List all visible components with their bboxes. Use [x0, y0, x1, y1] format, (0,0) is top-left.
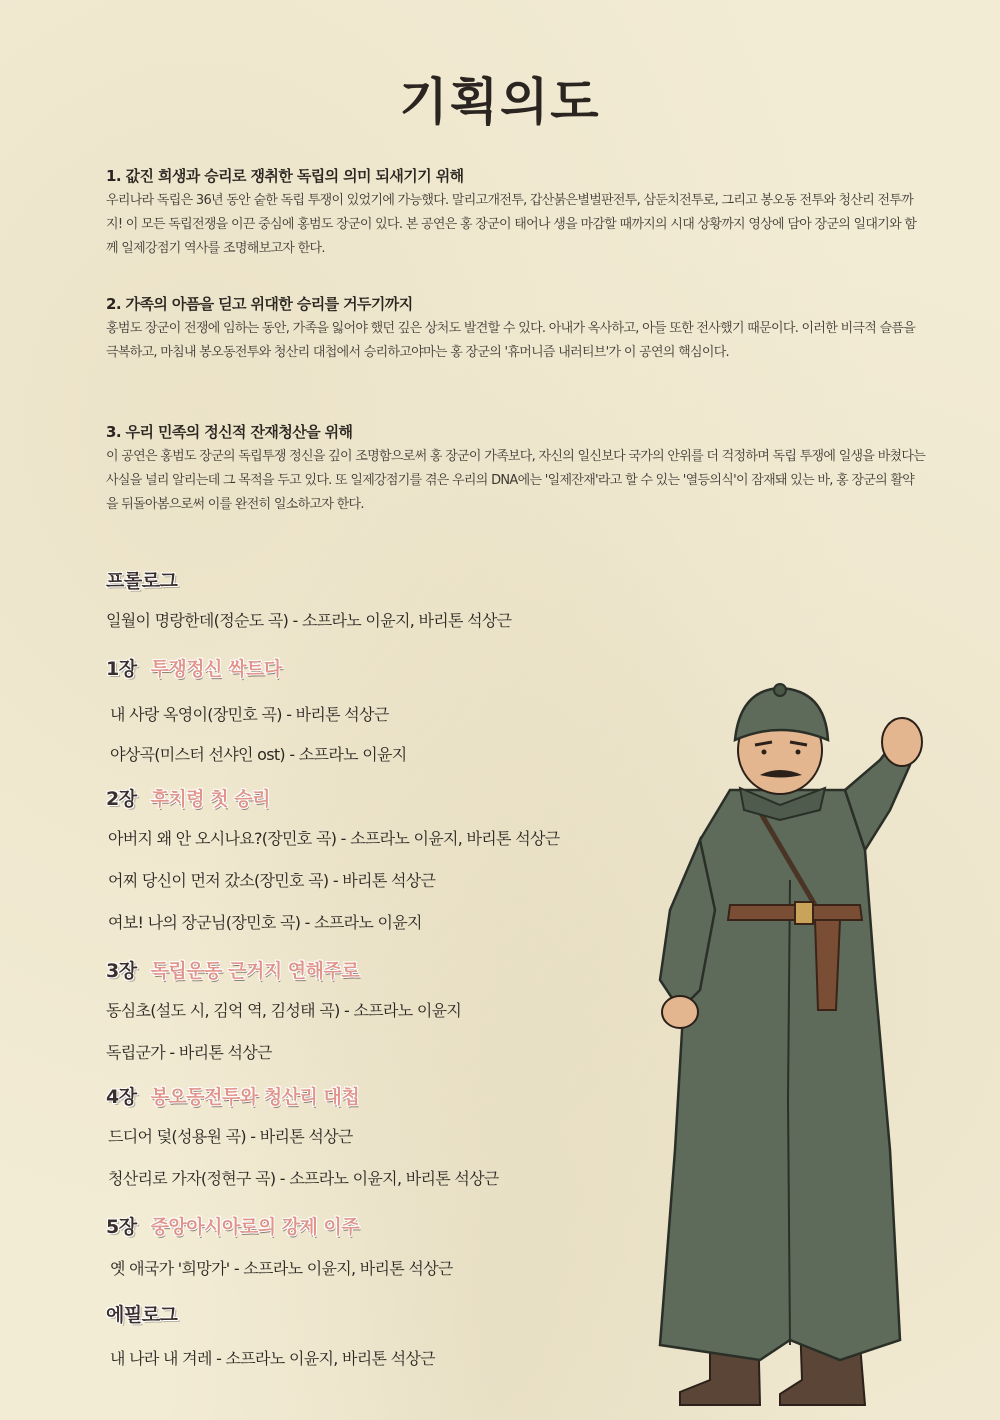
- song-item: 내 나라 내 겨레 - 소프라노 이윤지, 바리톤 석상근: [110, 1349, 435, 1368]
- chapter-title: 독립운동 근거지 연해주로: [150, 960, 360, 982]
- intent-section-1: [106, 165, 926, 261]
- epilogue-heading: [106, 1300, 177, 1327]
- intent-body: 홍범도 장군이 전쟁에 임하는 동안, 가족을 잃어야 했던 깊은 상처도 발견할 수 있다. 아내가 옥사하고, 아들 또한 전사했기 때문이다. 이러한 비극적 슬픔을 극복하고, 마침내 봉오동전투와 청산리 대첩에서 승리하고야마는 홍 장군의 '휴머니즘 내러티브'가 이 공연의 핵심이다.: [106, 321, 916, 360]
- chapter-2-heading: [106, 784, 270, 811]
- intent-heading: 3. 우리 민족의 정신적 잔재청산을 위해: [106, 423, 353, 441]
- chapter-number: 3장: [106, 960, 137, 982]
- song-item: 야상곡(미스터 선샤인 ost) - 소프라노 이윤지: [110, 745, 407, 764]
- chapter-1-heading: [106, 654, 282, 681]
- chapter-number: 4장: [106, 1086, 137, 1108]
- song-item: 청산리로 가자(정현구 곡) - 소프라노 이윤지, 바리톤 석상근: [108, 1169, 499, 1188]
- chapter-number: 5장: [106, 1216, 137, 1238]
- song-item: 어찌 당신이 먼저 갔소(장민호 곡) - 바리톤 석상근: [108, 871, 436, 890]
- intent-heading: 1. 값진 희생과 승리로 쟁취한 독립의 의미 되새기기 위해: [106, 167, 464, 185]
- intent-body: 이 공연은 홍범도 장군의 독립투쟁 정신을 깊이 조명함으로써 홍 장군이 가족보다, 자신의 일신보다 국가의 안위를 더 걱정하며 독립 투쟁에 일생을 바쳤다는 사실을 널리 알리는데 그 목적을 두고 있다. 또 일제강점기를 겪은 우리의 DNA에는 '일제잔재'라고 할 수 있는 '열등의식'이 잠재돼 있는 바, 홍 장군의 활약을 뒤돌아봄으로써 이를 완전히 일소하고자 한다.: [106, 449, 926, 512]
- chapter-title: 투쟁정신 싹트다: [150, 658, 282, 680]
- chapter-4-heading: [106, 1082, 359, 1109]
- intent-heading: 2. 가족의 아픔을 딛고 위대한 승리를 거두기까지: [106, 295, 413, 313]
- chapter-3-heading: [106, 956, 359, 983]
- song-item: 일월이 명랑한데(정순도 곡) - 소프라노 이윤지, 바리톤 석상근: [106, 611, 512, 630]
- song-item: 동심초(설도 시, 김억 역, 김성태 곡) - 소프라노 이윤지: [106, 1001, 462, 1020]
- song-item: 여보! 나의 장군님(장민호 곡) - 소프라노 이윤지: [108, 913, 422, 932]
- chapter-number: 2장: [106, 788, 137, 810]
- song-item: 옛 애국가 '희망가' - 소프라노 이윤지, 바리톤 석상근: [110, 1259, 453, 1278]
- song-item: 아버지 왜 안 오시나요?(장민호 곡) - 소프라노 이윤지, 바리톤 석상근: [108, 829, 560, 848]
- intent-body: 우리나라 독립은 36년 동안 숱한 독립 투쟁이 있었기에 가능했다. 말리고개전투, 갑산붉은별벌판전투, 삼둔치전투로, 그리고 봉오동 전투와 청산리 전투까지! 이 모든 독립전쟁을 이끈 중심에 홍범도 장군이 있다. 본 공연은 홍 장군이 태어나 생을 마감할 때까지의 시대 상황까지 영상에 담아 장군의 일대기와 함께 일제강점기 역사를 조명해보고자 한다.: [106, 193, 917, 256]
- song-item: 내 사랑 옥영이(장민호 곡) - 바리톤 석상근: [110, 705, 389, 724]
- intent-section-3: [106, 421, 926, 517]
- page-title: 기획의도: [399, 73, 601, 131]
- chapter-title: 중앙아시아로의 강제 이주: [150, 1216, 360, 1238]
- chapter-title: 봉오동전투와 청산리 대첩: [150, 1086, 360, 1108]
- prologue-heading: [106, 566, 177, 593]
- song-item: 드디어 덫(성용원 곡) - 바리톤 석상근: [108, 1127, 353, 1146]
- chapter-5-heading: [106, 1212, 359, 1239]
- intent-section-2: [106, 293, 926, 365]
- chapter-title: 후치령 첫 승리: [150, 788, 270, 810]
- epilogue-label: 에필로그: [106, 1304, 178, 1326]
- prologue-label: 프롤로그: [106, 570, 178, 592]
- general-illustration-icon: [640, 680, 960, 1410]
- chapter-number: 1장: [106, 658, 137, 680]
- song-item: 독립군가 - 바리톤 석상근: [106, 1043, 272, 1062]
